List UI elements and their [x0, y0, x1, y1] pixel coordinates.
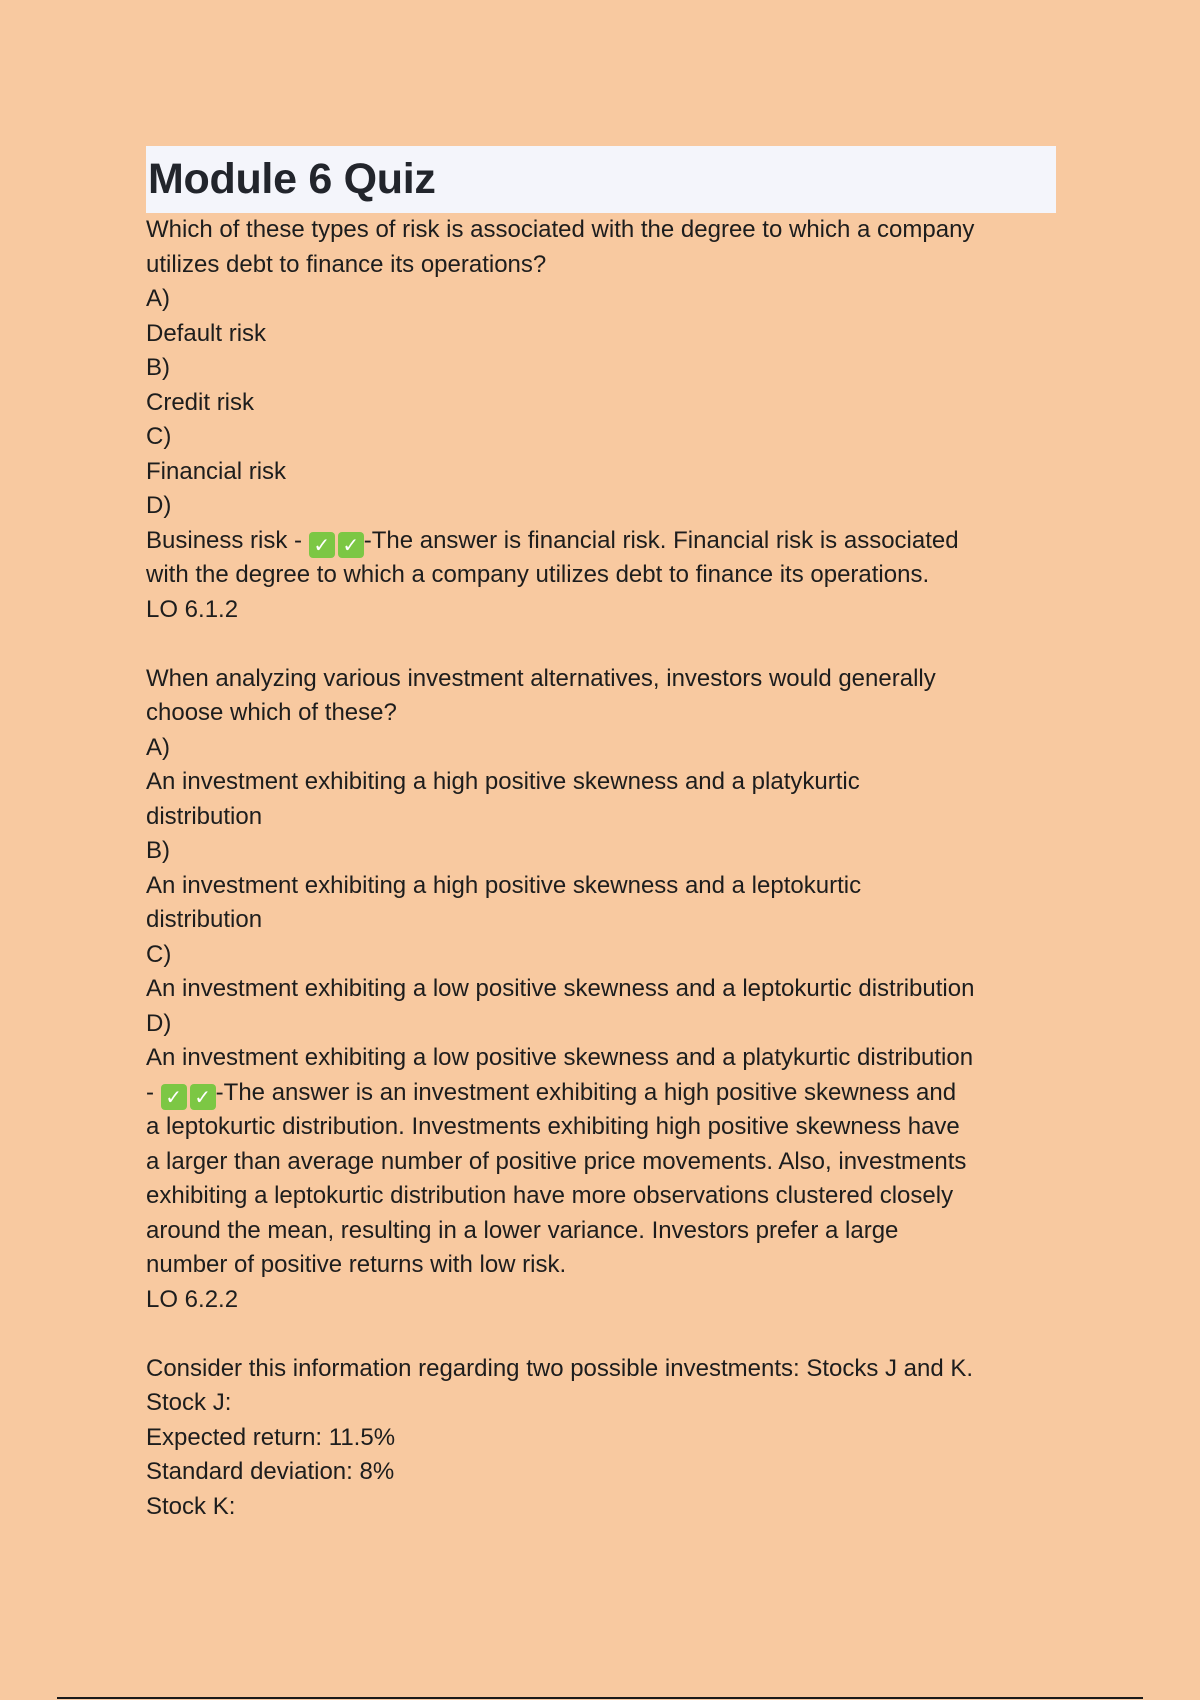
answer-line [146, 524, 1056, 559]
answer-explanation-line: a leptokurtic distribution. Investments exhibiting high positive skewness have [146, 1113, 960, 1140]
option-text: Financial risk [146, 457, 287, 485]
check-mark-icon: ✓ [309, 532, 335, 558]
option-text: An investment exhibiting a low positive skewness and a platykurtic distribution [146, 1044, 974, 1071]
learning-objective: LO 6.2.2 [146, 1285, 239, 1313]
option-text: An investment exhibiting a high positive skewness and a platykurtic [146, 768, 860, 795]
quiz-body [146, 213, 1056, 1524]
question-prompt-line: Expected return: 11.5% [146, 1423, 396, 1451]
page-title: Module 6 Quiz [148, 155, 436, 203]
question-prompt-line: Consider this information regarding two possible investments: Stocks J and K. [146, 1354, 974, 1382]
answer-explanation: -The answer is financial risk. Financial risk is associated [363, 526, 959, 554]
answer-line [146, 1076, 1056, 1111]
option-text: distribution [146, 906, 263, 933]
option-text: distribution [146, 802, 263, 830]
document-page [146, 146, 1056, 1524]
option-letter: B) [146, 837, 170, 864]
title-banner [146, 146, 1056, 213]
option-text: Business risk - [146, 526, 309, 554]
option-letter: C) [146, 423, 172, 450]
question-prompt-line: Standard deviation: 8% [146, 1458, 395, 1485]
check-mark-icon: ✓ [161, 1084, 187, 1110]
question-prompt-line: Which of these types of risk is associated with the degree to which a company [146, 216, 975, 243]
answer-explanation-line: with the degree to which a company utilizes debt to finance its operations. [146, 561, 930, 588]
answer-explanation-line: around the mean, resulting in a lower variance. Investors prefer a large [146, 1216, 899, 1244]
option-text: An investment exhibiting a low positive skewness and a leptokurtic distribution [146, 975, 975, 1002]
footer-divider [57, 1697, 1143, 1699]
answer-explanation-line: exhibiting a leptokurtic distribution have more observations clustered closely [146, 1182, 954, 1209]
option-letter: A) [146, 733, 170, 761]
question-prompt-line: Stock K: [146, 1492, 236, 1520]
question-prompt-line: Stock J: [146, 1389, 232, 1416]
answer-explanation-line: number of positive returns with low risk. [146, 1251, 567, 1278]
question-3 [146, 1352, 1056, 1525]
question-1 [146, 213, 1056, 627]
option-text: Default risk [146, 319, 267, 347]
answer-explanation: -The answer is an investment exhibiting a high positive skewness and [215, 1078, 957, 1106]
option-letter: D) [146, 1009, 172, 1037]
question-prompt-line: utilizes debt to finance its operations? [146, 250, 547, 278]
option-letter: D) [146, 492, 172, 519]
option-text: An investment exhibiting a high positive skewness and a leptokurtic [146, 871, 862, 899]
option-letter: C) [146, 940, 172, 968]
question-prompt-line: When analyzing various investment alternatives, investors would generally [146, 664, 936, 692]
option-letter: B) [146, 354, 170, 381]
answer-explanation-line: a larger than average number of positive price movements. Also, investments [146, 1147, 967, 1175]
answer-prefix: - [146, 1078, 161, 1106]
option-letter: A) [146, 285, 170, 312]
check-mark-icon: ✓ [338, 532, 364, 558]
option-text: Credit risk [146, 388, 255, 416]
question-2 [146, 662, 1056, 1318]
question-prompt-line: choose which of these? [146, 699, 397, 726]
learning-objective: LO 6.1.2 [146, 595, 239, 623]
check-mark-icon: ✓ [190, 1084, 216, 1110]
